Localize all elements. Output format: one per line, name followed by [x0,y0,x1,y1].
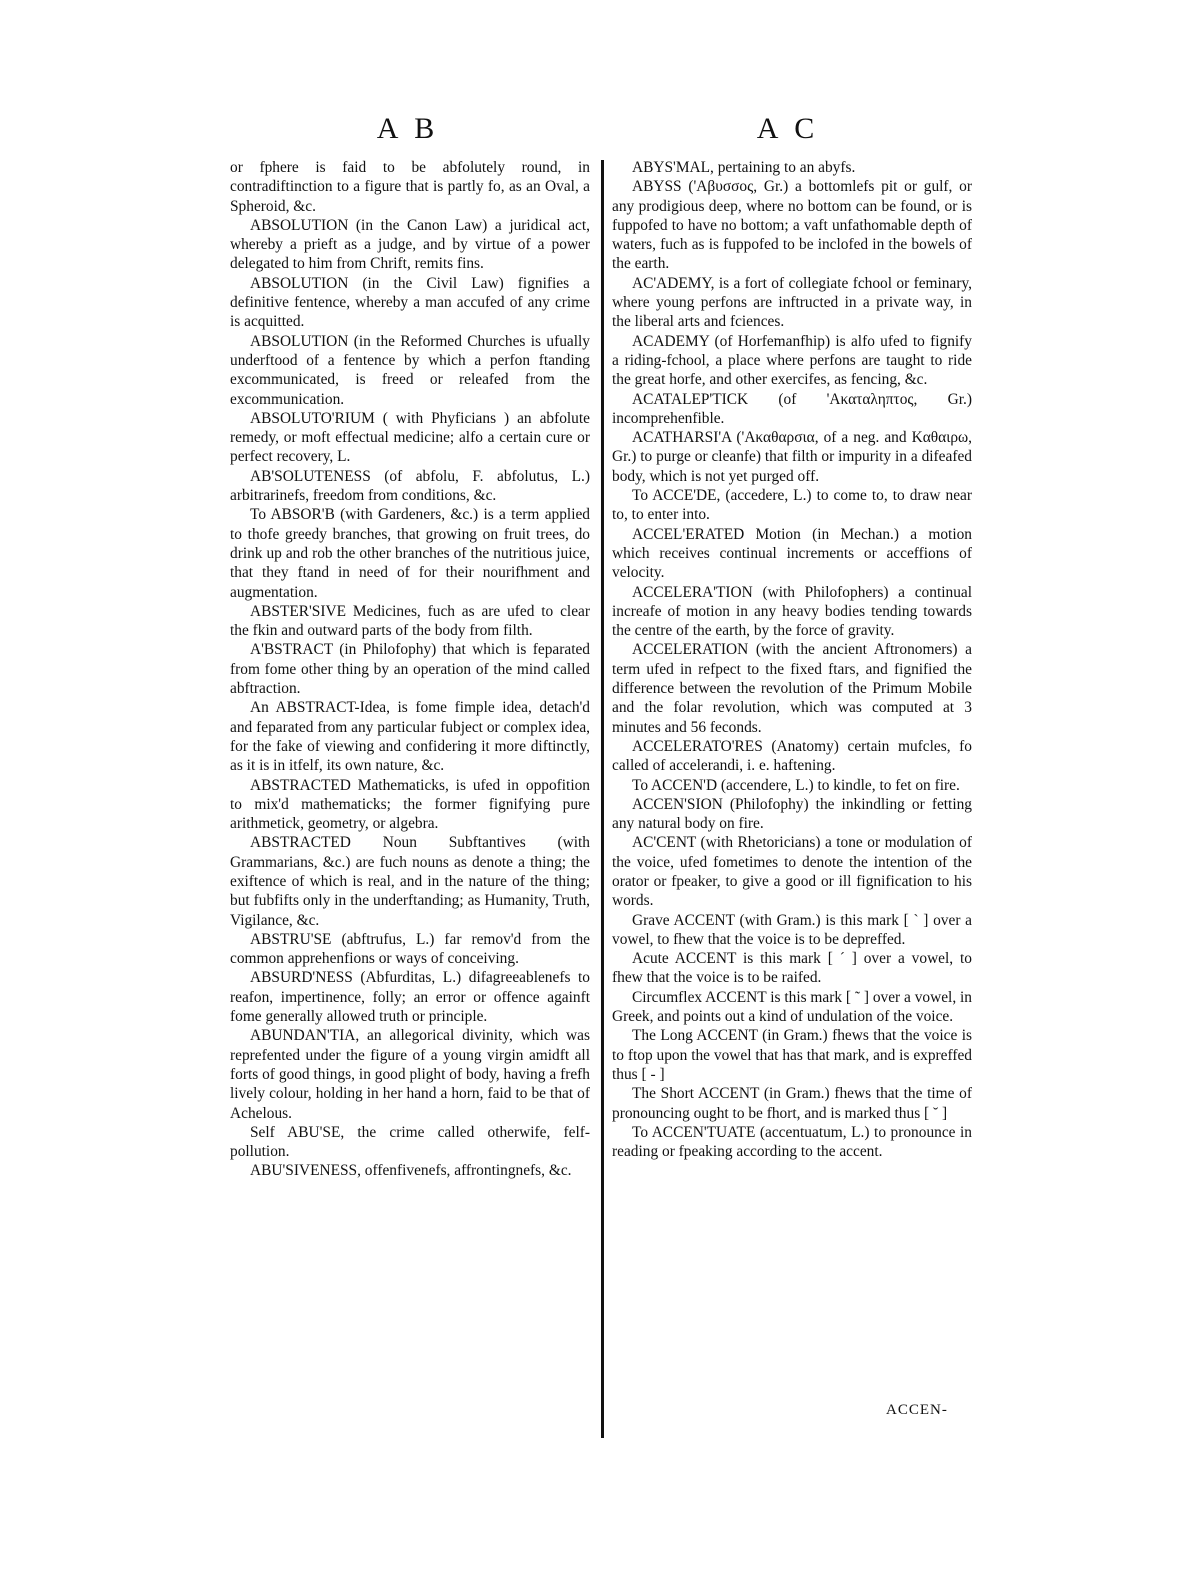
entry: ABSOLUTION (in the Reformed Churches is ufually underftood of a fentence by which a perfon ftanding excommunicated, is freed or releafed from the excommunication. [230,332,590,408]
entry: ABSTRACTED Noun Subftantives (with Grammarians, &c.) are fuch nouns as denote a thing; the exiftence of which is real, and in the nature of the thing; but fubfifts only in the underftanding; as Humanity, Truth, Vigilance, &c. [230,834,590,929]
entry: Acute ACCENT is this mark [ ´ ] over a vowel, to fhew that the voice is to be raifed. [612,950,972,987]
entry: ACATHARSI'A ('Aκαθαρσια, of a neg. and Kαθαιρω, Gr.) to purge or cleanfe) that filth or impurity in a difeafed body, which is not yet purged off. [612,429,972,485]
entry: ABYS'MAL, pertaining to an abyfs. [632,159,856,176]
entry: ABSURD'NESS (Abfurditas, L.) difagreeablenefs to reafon, impertinence, folly; an error or offence againft fome generally allowed truth or principle. [230,969,590,1026]
entry: ABSTRU'SE (abftrufus, L.) far remov'd from the common apprehenfions or ways of conceiving. [230,930,590,968]
entry: The Short ACCENT (in Gram.) fhews that the time of pronouncing ought to be fhort, and is marked thus [ ˘ ] [612,1085,972,1122]
entry: ABSOLUTION (in the Canon Law) a juridical act, whereby a prieft as a judge, and by virtue of a power delegated to him from Chrift, remits fins. [230,216,590,273]
entry: A'BSTRACT (in Philofophy) that which is feparated from fome other thing by an operation of the mind called abftraction. [230,641,590,698]
entry: Circumflex ACCENT is this mark [ ˜ ] over a vowel, in Greek, and points out a kind of undulation of the voice. [612,988,972,1026]
entry: To ACCEN'TUATE (accentuatum, L.) to pronounce in reading or fpeaking according to the accent. [612,1123,972,1161]
entry: ABSTRACTED Mathematicks, is ufed in oppofition to mix'd mathematicks; the former fignifying pure arithmetick, geometry, or algebra. [230,776,590,833]
entry-continuation: or fphere is faid to be abfolutely round, in contradiftinction to a figure that is partly fo, as an Oval, a Spheroid, &c. [230,159,590,215]
entry: ACCEL'ERATED Motion (in Mechan.) a motion which receives continual increments or acceffions of velocity. [612,525,972,582]
entry: ABSTER'SIVE Medicines, fuch as are ufed to clear the fkin and outward parts of the body from filth. [230,602,590,640]
entry: ACCELERA'TION (with Philofophers) a continual increafe of motion in any heavy bodies tending towards the centre of the earth, by the force of gravity. [612,583,972,640]
entry: The Long ACCENT (in Gram.) fhews that the voice is to ftop upon the vowel that has that mark, and is expreffed thus [ - ] [612,1027,972,1083]
entry: ACCEN'SION (Philofophy) the inkindling or fetting any natural body on fire. [612,795,972,833]
left-column [230,158,590,1181]
entry: ACATALEP'TICK (of 'Aκαταληπτος, Gr.) incomprehenfible. [612,390,972,427]
entry: ACADEMY (of Horfemanfhip) is alfo ufed to fignify a riding-fchool, a place where perfons are taught to ride the great horfe, and other exercifes, as fencing, &c. [612,332,972,389]
right-running-head: A C [756,112,820,145]
entry: ACCELERATO'RES (Anatomy) certain mufcles, fo called of accelerandi, i. e. haftening. [612,737,972,775]
entry: ABYSS ('Aβυσσος, Gr.) a bottomlefs pit or gulf, or any prodigious deep, where no bottom can be found, or is fuppofed to have no bottom; a vaft unfathomable depth of waters, fuch as is fuppofed to be inclofed in the bowels of the earth. [612,178,972,273]
entry: Self ABU'SE, the crime called otherwife, felf-pollution. [230,1123,590,1161]
entry: Grave ACCENT (with Gram.) is this mark [ ` ] over a vowel, to fhew that the voice is to be depreffed. [612,911,972,948]
column-divider [601,160,604,1438]
entry: ACCELERATION (with the ancient Aftronomers) a term ufed in refpect to the fixed ftars, and fignified the difference between the revolution of the Primum Mobile and the folar revolution, which was computed at 3 minutes and 56 feconds. [612,641,972,736]
entry: AC'ADEMY, is a fort of collegiate fchool or feminary, where young perfons are inftructed in a private way, in the liberal arts and fciences. [612,274,972,331]
entry: To ABSOR'B (with Gardeners, &c.) is a term applied to thofe greedy branches, that growing on fruit trees, do drink up and rob the other branches of the nutritious juice, that they ftand in need of for their nourifhment and augmentation. [230,506,590,601]
entry: To ACCEN'D (accendere, L.) to kindle, to fet on fire. [632,776,960,794]
entry: AC'CENT (with Rhetoricians) a tone or modulation of the voice, ufed fometimes to denote the intention of the orator or fpeaker, to give a good or ill fignification to his words. [612,834,972,910]
entry: An ABSTRACT-Idea, is fome fimple idea, detach'd and feparated from any particular fubject or complex idea, for the fake of viewing and confidering it more diftinctly, as it is in itfelf, its own nature, &c. [230,699,590,775]
right-column [612,158,972,1161]
entry: ABUNDAN'TIA, an allegorical divinity, which was reprefented under the figure of a young virgin amidft all forts of good things, in good plight of body, having a frefh lively colour, holding in her hand a horn, faid to be that of Achelous. [230,1027,590,1122]
catchword: ACCEN- [886,1402,948,1418]
entry: ABSOLUTO'RIUM ( with Phyficians ) an abfolute remedy, or moft effectual medicine; alfo a certain cure or perfect recovery, L. [230,409,590,466]
entry: ABSOLUTION (in the Civil Law) fignifies a definitive fentence, whereby a man accufed of any crime is acquitted. [230,274,590,331]
entry: ABU'SIVENESS, offenfivenefs, affrontingnefs, &c. [250,1162,572,1180]
entry: To ACCE'DE, (accedere, L.) to come to, to draw near to, to enter into. [612,487,972,524]
entry: AB'SOLUTENESS (of abfolu, F. abfolutus, L.) arbitrarinefs, freedom from conditions, &c. [230,467,590,505]
left-running-head: A B [376,112,440,145]
